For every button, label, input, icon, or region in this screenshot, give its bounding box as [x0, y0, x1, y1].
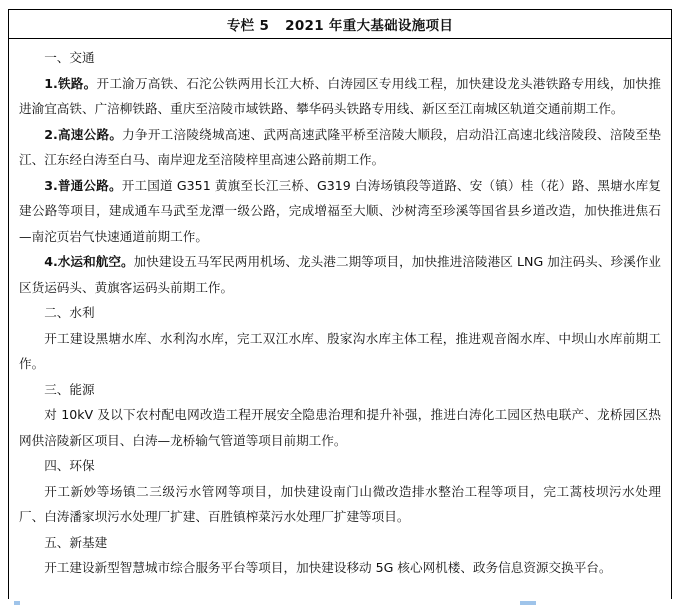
environment-paragraph: 开工新妙等场镇二三级污水管网等项目，加快建设南门山微改造排水整治工程等项目，完工蒿枝坝污水处理厂、白涛潘家坝污水处理厂扩建、百胜镇榨菜污水处理厂扩建等项目。 [19, 483, 661, 524]
section-heading-energy: 三、能源 [44, 381, 95, 397]
section-heading-environment: 四、环保 [44, 458, 95, 473]
road-text: 开工国道 G351 黄旗至长江三桥、G319 白涛场镇段等道路、安（镇）桂（花）路、黑塘水库复建公路等项目，建成通车马武至龙潭一级公路，完成增福至大顺、沙树湾至珍溪等国省县乡道改造，加快推进焦石—南沱页岩气快速通道前期工作。 [19, 177, 661, 244]
road-paragraph [19, 173, 661, 250]
water-aviation-label: 4.水运和航空。 [44, 254, 134, 269]
bottom-mark [520, 601, 536, 605]
bottom-mark [14, 601, 20, 605]
highway-paragraph [19, 122, 661, 173]
energy-paragraph: 对 10kV 及以下农村配电网改造工程开展安全隐患治理和提升补强，推进白涛化工园区热电联产、龙桥园区热网供涪陵新区项目、白涛—龙桥输气管道等项目前期工作。 [19, 407, 661, 448]
bottom-strip [0, 599, 681, 605]
table-title [9, 10, 671, 39]
project-table [8, 9, 672, 605]
new-infra-paragraph: 开工建设新型智慧城市综合服务平台等项目，加快建设移动 5G 核心网机楼、政务信息资源交换平台。 [44, 560, 612, 575]
rail-label: 1.铁路。 [44, 75, 97, 91]
road-label: 3.普通公路。 [44, 177, 122, 193]
rail-text: 开工渝万高铁、石沱公铁两用长江大桥、白涛园区专用线工程，加快建设龙头港铁路专用线，加快推进渝宜高铁、广涪柳铁路、重庆至涪陵市域铁路、攀华码头铁路专用线、新区至江南城区轨道交通前期工作。 [19, 75, 661, 116]
water-paragraph: 开工建设黑塘水库、水利沟水库，完工双江水库、殷家沟水库主体工程，推进观音阁水库、中坝山水库前期工作。 [19, 330, 661, 371]
water-aviation-paragraph [19, 249, 661, 300]
water-aviation-text: 加快建设五马军民两用机场、龙头港二期等项目，加快推进涪陵港区 LNG 加注码头、珍溪作业区货运码头、黄旗客运码头前期工作。 [19, 254, 661, 295]
section-heading-water: 二、水利 [44, 305, 95, 320]
highway-label: 2.高速公路。 [44, 126, 123, 142]
table-body [9, 39, 671, 581]
section-heading-transport: 一、交通 [44, 50, 95, 65]
highway-text: 力争开工涪陵绕城高速、武两高速武隆平桥至涪陵大顺段，启动沿江高速北线涪陵段、涪陵至垫江、江东经白涛至白马、南岸迎龙至涪陵梓里高速公路前期工作。 [19, 126, 661, 167]
title-label: 专栏 5 [226, 18, 270, 34]
rail-paragraph [19, 71, 661, 122]
title-text: 2021 年重大基础设施项目 [285, 18, 454, 34]
section-heading-new-infra: 五、新基建 [44, 534, 108, 550]
